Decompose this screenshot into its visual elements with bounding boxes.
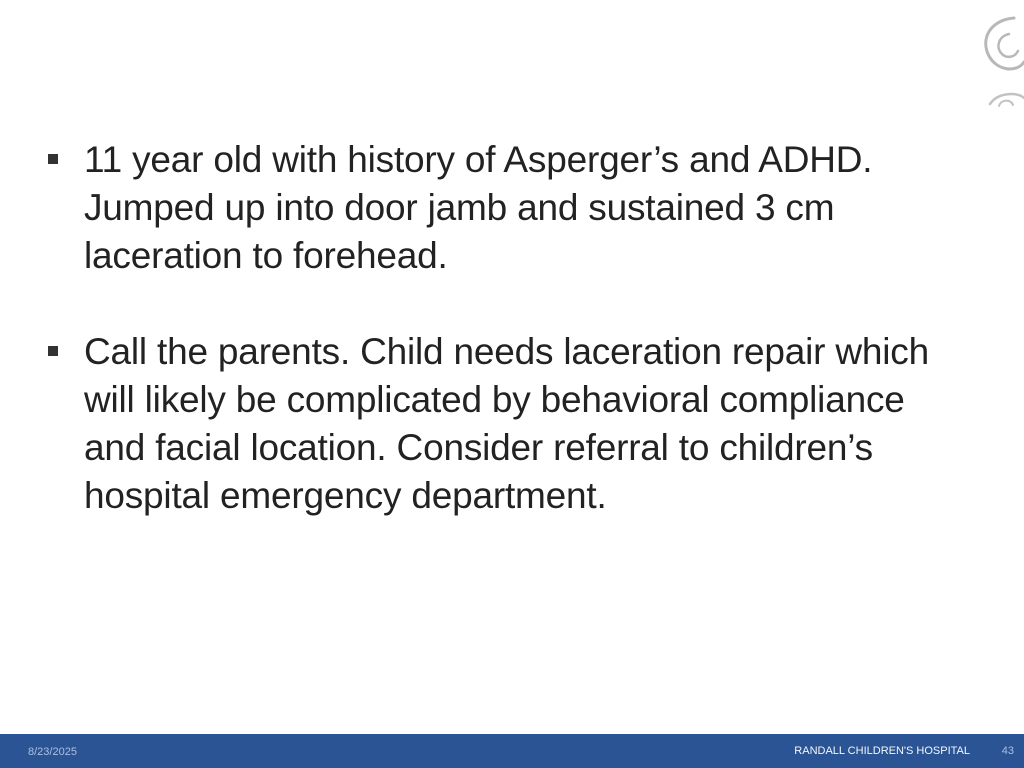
bullet-text-action: Call the parents. Child needs laceration repair which will likely be complicated by behavioral compliance and facial location. Consider referral to children’s hospital emergency department.	[84, 331, 929, 516]
square-bullet-icon	[48, 346, 58, 356]
footer-organization: RANDALL CHILDREN'S HOSPITAL	[794, 745, 970, 757]
slide-footer	[0, 734, 1024, 768]
page-number: 43	[1001, 745, 1014, 757]
square-bullet-icon	[48, 154, 58, 164]
bullet-item-case	[44, 136, 974, 280]
footer-date: 8/23/2025	[28, 746, 77, 758]
bullet-list	[44, 136, 974, 520]
bullet-text-case: 11 year old with history of Asperger’s and ADHD. Jumped up into door jamb and sustained 3 cm laceration to forehead.	[84, 139, 873, 276]
decorative-swirl-icon	[968, 8, 1024, 128]
bullet-item-action	[44, 328, 974, 520]
